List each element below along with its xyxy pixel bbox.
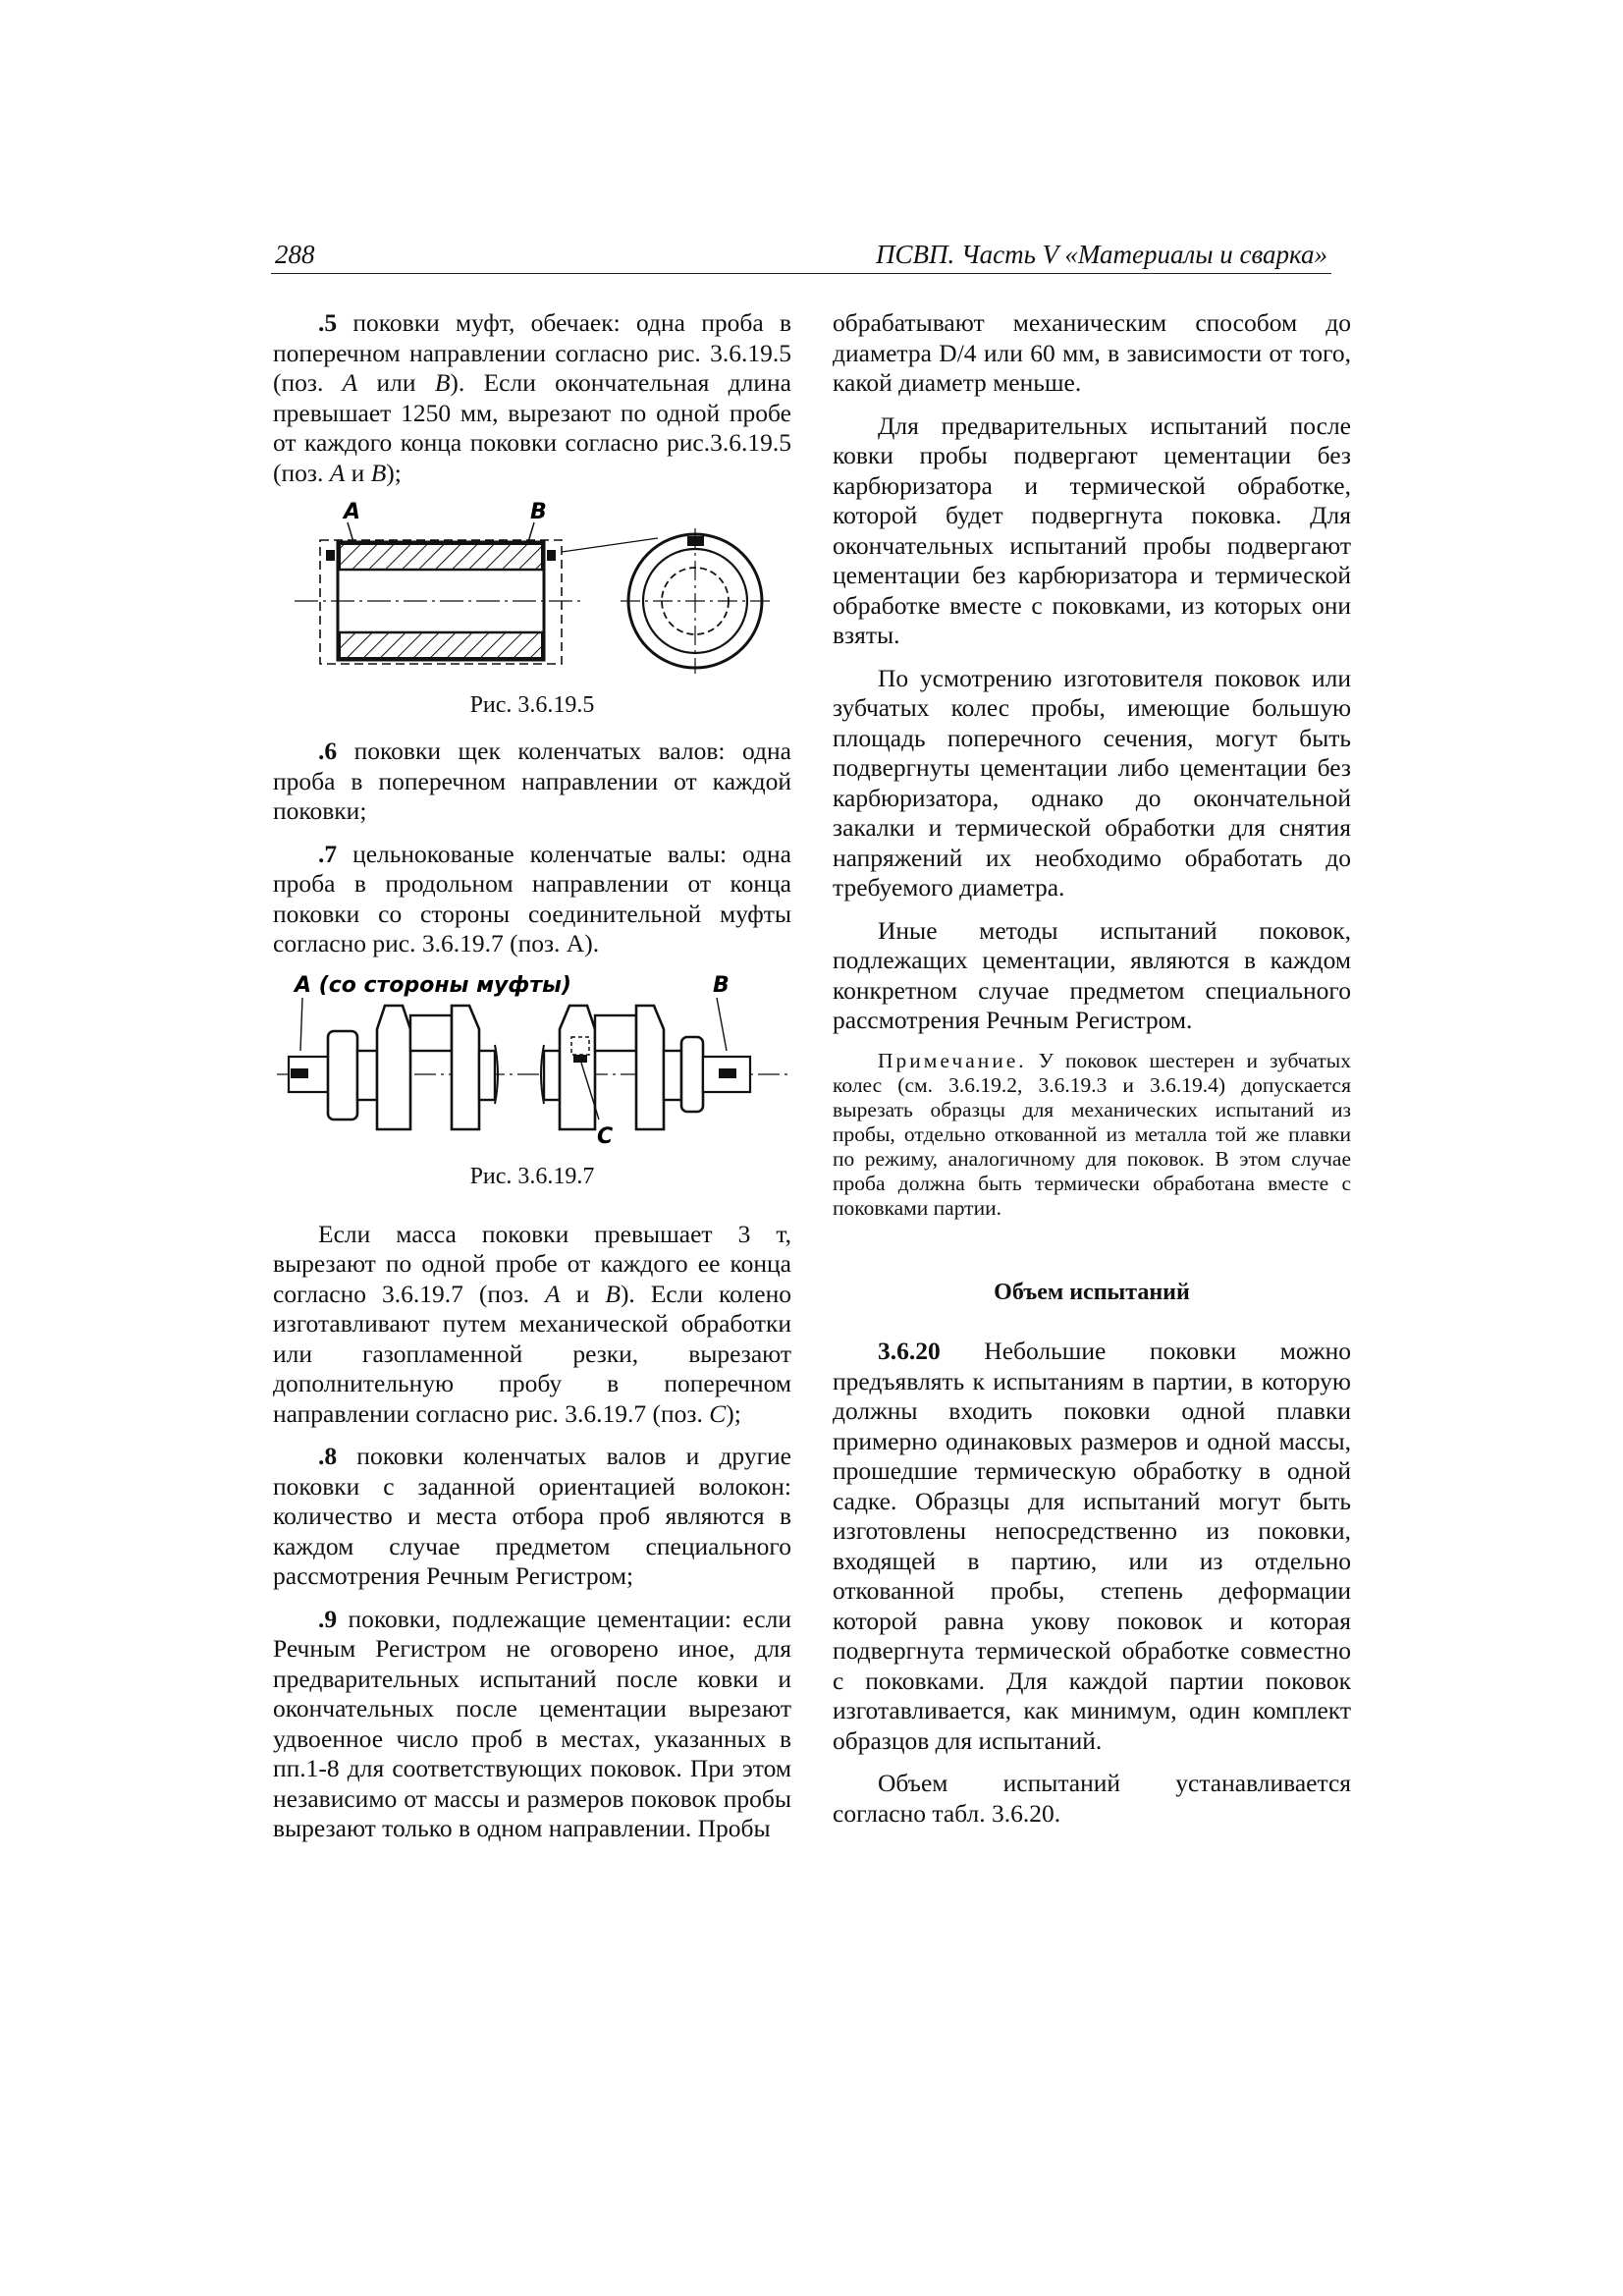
- item-number: .8: [318, 1442, 338, 1470]
- paragraph-6: .6 поковки щек коленчатых валов: одна проба в поперечном направлении от каждой поковки;: [273, 737, 791, 825]
- figure-caption: Рис. 3.6.19.7: [469, 1163, 595, 1189]
- figure-3-6-19-7: [273, 972, 791, 1190]
- paragraph-9: .9 поковки, подлежащие цементации: если Речным Регистром не оговорено иное, для предварительных испытаний после ковки и окончательных после цементации вырезают удвоенное число проб в местах, указанных в пп.1-8 для соответствующих поковок. При этом независимо от массы и размеров поковок пробы вырезают только в одном направлении. Пробы: [273, 1604, 791, 1842]
- label-b: В: [713, 972, 730, 998]
- paragraph-other-methods: Иные методы испытаний поковок, подлежащих цементации, являются в каждом конкретном случае предметом специального рассмотрения Речным Регистром.: [833, 915, 1351, 1034]
- paragraph-preliminary-tests: Для предварительных испытаний после ковки пробы подвергают цементации без карбюризатора и термической обработке, которой будет подвергнута поковка. Для окончательных испытаний пробы подвергают цементации без карбюризатора и термической обработке вместе с поковками, из которых они взяты.: [833, 410, 1351, 649]
- label-a: А: [344, 501, 361, 524]
- item-number: 3.6.20: [878, 1337, 941, 1365]
- label-a-coupling-side: А (со стороны муфты): [295, 972, 571, 998]
- section-title: Объем испытаний: [994, 1279, 1190, 1305]
- item-number: .9: [318, 1604, 338, 1633]
- note-block: [833, 1049, 1351, 1221]
- figure-caption: Рис. 3.6.19.5: [469, 692, 595, 718]
- note-text: У поковок шестерен и зубчатых колес (см. 3.6.19.2, 3.6.19.3 и 3.6.19.4) допускается вырезать образцы для механических испытаний из пробы, отдельно откованной из металла той же плавки по режиму, аналогичному для поковок. В этом случае проба должна быть термически обработана вместе с поковками партии.: [833, 1048, 1351, 1220]
- paragraph-mass: Если масса поковки превышает 3 т, вырезают по одной пробе от каждого ее конца согласно 3.6.19.7 (поз. А и В). Если колено изготавливают путем механической обработки или газопламенной резки, вырезают дополнительную пробу в поперечном направлении согласно рис. 3.6.19.7 (поз. С);: [273, 1219, 791, 1428]
- label-b: В: [530, 501, 547, 524]
- paragraph-test-volume: Объем испытаний устанавливается согласно табл. 3.6.20.: [833, 1769, 1351, 1828]
- paragraph-5: .5 поковки муфт, обечаек: одна проба в поперечном направлении согласно рис. 3.6.19.5 (поз. А или В). Если окончательная длина превышает 1250 мм, вырезают по одной пробе от каждого конца поковки согласно рис.3.6.19.5 (поз. А и В);: [273, 308, 791, 487]
- right-column: [833, 308, 1351, 1841]
- item-number: .7: [318, 839, 338, 868]
- item-number: .5: [318, 308, 338, 337]
- sleeve-forging-drawing: [287, 501, 778, 678]
- note-label: Примечание.: [878, 1048, 1027, 1072]
- paragraph-7: .7 цельнокованые коленчатые валы: одна проба в продольном направлении от конца поковки со стороны соединительной муфты согласно рис. 3.6.19.7 (поз. А).: [273, 839, 791, 957]
- figure-3-6-19-5: [273, 501, 791, 719]
- crankshaft-drawing: [277, 972, 787, 1149]
- header-title: ПСВП. Часть V «Материалы и сварка»: [875, 240, 1327, 269]
- paragraph-8: .8 поковки коленчатых валов и другие поковки с заданной ориентацией волокон: количество и места отбора проб являются в каждом случае предметом специального рассмотрения Речным Регистром;: [273, 1442, 791, 1590]
- running-header: [271, 240, 1331, 274]
- item-number: .6: [318, 737, 338, 765]
- paragraph-3-6-20: 3.6.20 Небольшие поковки можно предъявлять к испытаниям в партии, в которую должны входить поковки одной плавки примерно одинаковых размеров и одной массы, прошедшие термическую обработку в одной садке. Образцы для испытаний могут быть изготовлены непосредственно из поковки, входящей в партию, или из отдельно откованной пробы, степень деформации которой равна укову поковок и которая подвергнута термической обработке совместно с поковками. Для каждой партии поковок изготавливается, как минимум, один комплект образцов для испытаний.: [833, 1337, 1351, 1755]
- left-column: [273, 308, 791, 1857]
- paragraph-continued: обрабатывают механическим способом до диаметра D/4 или 60 мм, в зависимости от того, какой диаметр меньше.: [833, 308, 1351, 397]
- page-number: 288: [275, 240, 315, 269]
- label-c: С: [597, 1123, 614, 1149]
- paragraph-manufacturer: По усмотрению изготовителя поковок или зубчатых колес пробы, имеющие большую площадь поперечного сечения, могут быть подвергнуты цементации либо цементации без карбюризатора, однако до окончательной закалки и термической обработки для снятия напряжений их необходимо обработать до требуемого диаметра.: [833, 663, 1351, 902]
